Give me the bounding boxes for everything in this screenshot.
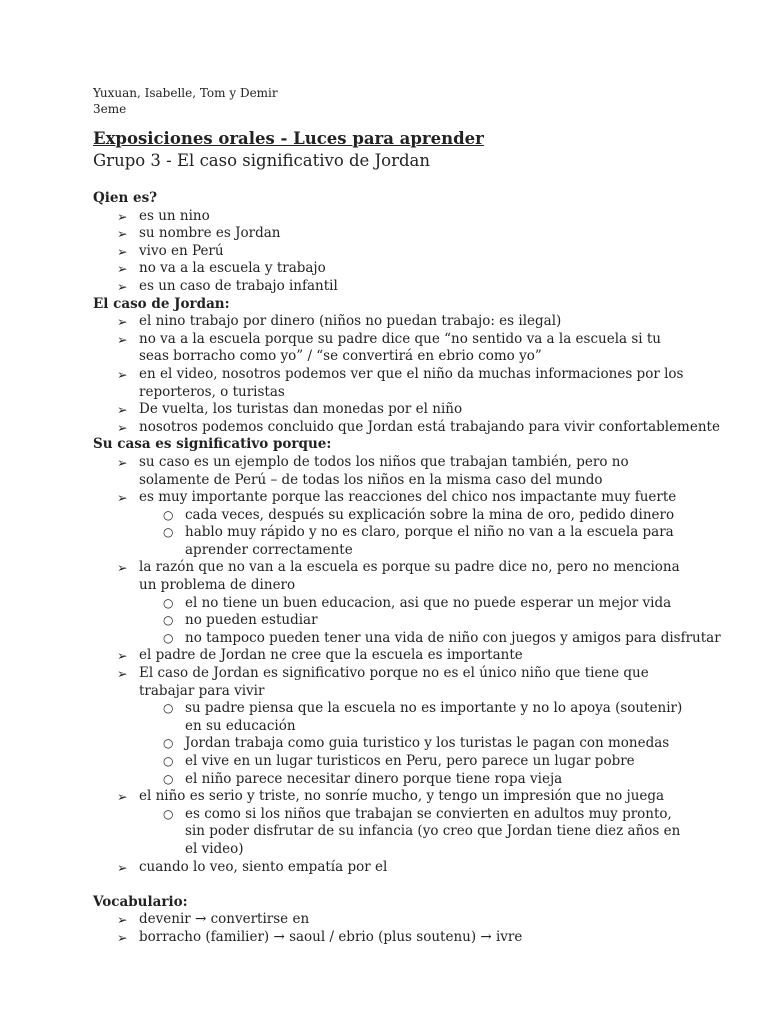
arrow-bullet-icon: ➢ <box>117 419 128 435</box>
list-item-text: es un nino <box>139 207 210 224</box>
list-item-text: el nino trabajo por dinero (niños no puedan trabajo: es ilegal) <box>139 313 562 330</box>
document-subtitle: Grupo 3 - El caso significativo de Jordan <box>93 151 431 170</box>
circle-bullet-icon: ○ <box>163 701 174 716</box>
list-item <box>93 401 693 419</box>
list-caso <box>93 313 720 436</box>
arrow-bullet-icon: ➢ <box>117 648 128 664</box>
sub-list-item-text: no tampoco pueden tener una vida de niño con juegos y amigos para disfrutar <box>185 629 721 646</box>
sub-list-item <box>139 629 721 648</box>
sub-list <box>139 594 721 648</box>
arrow-bullet-icon: ➢ <box>117 929 128 945</box>
section-heading-caso: El caso de Jordan: <box>93 295 230 312</box>
sub-list-item-text: su padre piensa que la escuela no es importante y no lo apoya (soutenir) en su educación <box>185 700 683 734</box>
arrow-bullet-icon: ➢ <box>117 490 128 506</box>
list-item-text: El caso de Jordan es significativo porque no es el único niño que tiene que trabajar para vivir <box>139 665 649 699</box>
list-item <box>93 331 693 366</box>
list-item <box>93 454 693 489</box>
list-quien <box>93 208 693 296</box>
list-item <box>93 788 693 858</box>
list-item-text: nosotros podemos concluido que Jordan está trabajando para vivir confortablemente <box>139 418 720 435</box>
arrow-bullet-icon: ➢ <box>117 278 128 294</box>
sub-list-item <box>139 612 693 630</box>
list-item-text: cuando lo veo, siento empatía por el <box>139 858 388 875</box>
section-heading-significativo: Su casa es significativo porque: <box>93 436 332 453</box>
arrow-bullet-icon: ➢ <box>117 912 128 928</box>
list-item-text: no va a la escuela porque su padre dice que “no sentido va a la escuela si tu seas borracho como yo” / “se convertirá en ebrio como yo” <box>139 330 662 365</box>
arrow-bullet-icon: ➢ <box>117 789 128 805</box>
arrow-bullet-icon: ➢ <box>117 859 128 875</box>
list-item <box>93 489 693 559</box>
section-spacer <box>93 876 693 894</box>
sub-list-item-text: no pueden estudiar <box>185 612 318 629</box>
list-item <box>93 366 693 401</box>
arrow-bullet-icon: ➢ <box>117 314 128 330</box>
arrow-bullet-icon: ➢ <box>117 208 128 224</box>
list-item-text: el padre de Jordan ne cree que la escuela es importante <box>139 647 523 664</box>
section-heading-quien: Qien es? <box>93 190 158 206</box>
arrow-bullet-icon: ➢ <box>117 366 128 382</box>
arrow-bullet-icon: ➢ <box>117 454 128 470</box>
arrow-bullet-icon: ➢ <box>117 243 128 259</box>
sub-list-item-text: Jordan trabaja como guia turistico y los turistas le pagan con monedas <box>185 735 670 752</box>
list-item-text: su nombre es Jordan <box>139 225 281 242</box>
sub-list <box>139 806 693 859</box>
authors-line: Yuxuan, Isabelle, Tom y Demir <box>93 86 278 100</box>
section-heading-vocabulario: Vocabulario: <box>93 893 188 910</box>
circle-bullet-icon: ○ <box>163 525 174 540</box>
list-item-text: es muy importante porque las reacciones del chico nos impactante muy fuerte <box>139 489 677 506</box>
list-item <box>93 929 693 947</box>
circle-bullet-icon: ○ <box>163 771 174 786</box>
list-item-text: la razón que no van a la escuela es porque su padre dice no, pero no menciona un problema de dinero <box>139 559 680 594</box>
sub-list-item <box>139 595 693 613</box>
list-item-text: el niño es serio y triste, no sonríe mucho, y tengo un impresión que no juega <box>139 788 665 805</box>
sub-list-item-text: el niño parece necesitar dinero porque tiene ropa vieja <box>185 770 563 787</box>
list-significativo <box>93 453 721 876</box>
arrow-bullet-icon: ➢ <box>117 560 128 576</box>
arrow-bullet-icon: ➢ <box>117 331 128 347</box>
list-item-text: De vuelta, los turistas dan monedas por el niño <box>139 401 463 418</box>
sub-list-item <box>139 771 693 789</box>
arrow-bullet-icon: ➢ <box>117 261 128 277</box>
document-title: Exposiciones orales - Luces para aprender <box>93 129 484 148</box>
list-item-text: en el video, nosotros podemos ver que el niño da muchas informaciones por los reporteros, o turistas <box>139 365 684 400</box>
circle-bullet-icon: ○ <box>163 736 174 751</box>
circle-bullet-icon: ○ <box>163 754 174 768</box>
list-item <box>93 859 693 877</box>
sub-list-item <box>139 806 693 859</box>
sub-list-item <box>139 753 693 771</box>
list-item-text: es un caso de trabajo infantil <box>139 277 338 294</box>
sub-list-item-text: el vive en un lugar turisticos en Peru, pero parece un lugar pobre <box>185 753 635 769</box>
list-item <box>93 208 693 226</box>
list-item <box>93 911 693 929</box>
circle-bullet-icon: ○ <box>163 806 174 821</box>
list-vocabulario <box>93 911 693 946</box>
arrow-bullet-icon: ➢ <box>117 402 128 418</box>
document-header <box>93 86 278 117</box>
list-item-text: no va a la escuela y trabajo <box>139 260 326 277</box>
list-item <box>93 278 693 296</box>
list-item <box>93 225 693 243</box>
arrow-bullet-icon: ➢ <box>117 226 128 242</box>
sub-list <box>139 507 693 560</box>
list-item-text: vivo en Perú <box>139 242 224 259</box>
sub-list <box>139 700 693 788</box>
circle-bullet-icon: ○ <box>163 613 174 628</box>
list-item <box>93 243 693 261</box>
arrow-bullet-icon: ➢ <box>117 666 128 682</box>
list-item-text: devenir → convertirse en <box>139 911 310 928</box>
list-item <box>93 418 720 437</box>
sub-list-item <box>139 507 693 525</box>
circle-bullet-icon: ○ <box>163 630 174 645</box>
sub-list-item-text: el no tiene un buen educacion, asi que no puede esperar un mejor vida <box>185 594 672 611</box>
list-item-text: su caso es un ejemplo de todos los niños que trabajan también, pero no solamente de Perú – de todas los niños en la misma caso del mundo <box>139 453 629 488</box>
list-item <box>93 260 693 278</box>
list-item <box>93 559 721 647</box>
list-item <box>93 313 693 331</box>
class-line: 3eme <box>93 101 127 116</box>
circle-bullet-icon: ○ <box>163 595 174 610</box>
list-item-text: borracho (familier) → saoul / ebrio (plus soutenu) → ivre <box>139 928 523 945</box>
list-item <box>93 665 693 788</box>
sub-list-item <box>139 524 693 559</box>
sub-list-item <box>139 700 693 735</box>
sub-list-item-text: es como si los niños que trabajan se convierten en adultos muy pronto, sin poder disfrutar de su infancia (yo creo que Jordan tiene diez años en el video) <box>185 805 681 857</box>
sub-list-item-text: cada veces, después su explicación sobre la mina de oro, pedido dinero <box>185 506 675 523</box>
circle-bullet-icon: ○ <box>163 507 174 522</box>
sub-list-item <box>139 735 693 753</box>
sub-list-item-text: hablo muy rápido y no es claro, porque el niño no van a la escuela para aprender correctamente <box>185 524 674 558</box>
list-item <box>93 647 693 665</box>
document-body <box>93 190 721 947</box>
